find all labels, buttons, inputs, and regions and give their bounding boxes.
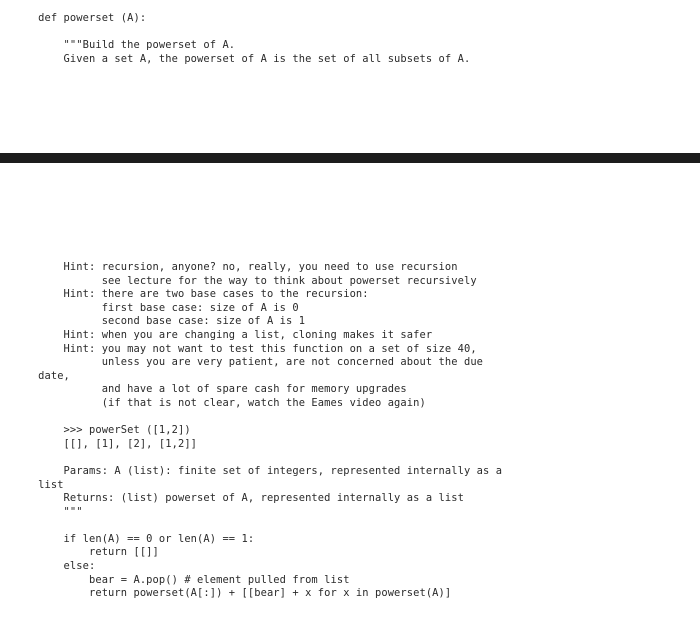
code-line: return powerset(A[:]) + [[bear] + x for x in powerset(A)] bbox=[0, 587, 452, 600]
code-line: Hint: there are two base cases to the recursion: bbox=[0, 288, 369, 301]
code-line: second base case: size of A is 1 bbox=[0, 315, 306, 328]
code-line: Hint: recursion, anyone? no, really, you need to use recursion bbox=[0, 261, 458, 273]
code-line: date, bbox=[0, 369, 70, 382]
code-line bbox=[0, 411, 502, 425]
code-line: def powerset (A): bbox=[0, 12, 147, 24]
code-line: see lecture for the way to think about powerset recursively bbox=[0, 274, 477, 287]
divider-bar bbox=[0, 153, 700, 163]
code-line: if len(A) == 0 or len(A) == 1: bbox=[0, 532, 255, 545]
code-line: >>> powerSet ([1,2]) bbox=[0, 424, 191, 437]
code-block-bottom bbox=[0, 261, 502, 601]
code-line: Hint: you may not want to test this function on a set of size 40, bbox=[0, 342, 477, 355]
code-line: """ bbox=[0, 505, 83, 518]
code-line bbox=[0, 519, 502, 533]
code-line: bear = A.pop() # element pulled from list bbox=[0, 573, 350, 586]
code-line: else: bbox=[0, 560, 96, 573]
code-line: (if that is not clear, watch the Eames video again) bbox=[0, 396, 426, 409]
code-line bbox=[0, 26, 470, 40]
code-line: and have a lot of spare cash for memory upgrades bbox=[0, 383, 407, 396]
code-line: return [[]] bbox=[0, 546, 159, 559]
code-block-top bbox=[0, 12, 470, 66]
code-line: Returns: (list) powerset of A, represented internally as a list bbox=[0, 492, 464, 505]
code-line bbox=[0, 451, 502, 465]
code-line: """Build the powerset of A. bbox=[0, 39, 236, 52]
code-line: unless you are very patient, are not concerned about the due bbox=[0, 356, 484, 369]
code-line: first base case: size of A is 0 bbox=[0, 301, 299, 314]
code-line: Given a set A, the powerset of A is the set of all subsets of A. bbox=[0, 52, 471, 65]
code-line: [[], [1], [2], [1,2]] bbox=[0, 437, 198, 450]
code-line: Params: A (list): finite set of integers, represented internally as a bbox=[0, 464, 503, 477]
code-line: Hint: when you are changing a list, cloning makes it safer bbox=[0, 328, 433, 341]
code-line: list bbox=[0, 478, 64, 491]
